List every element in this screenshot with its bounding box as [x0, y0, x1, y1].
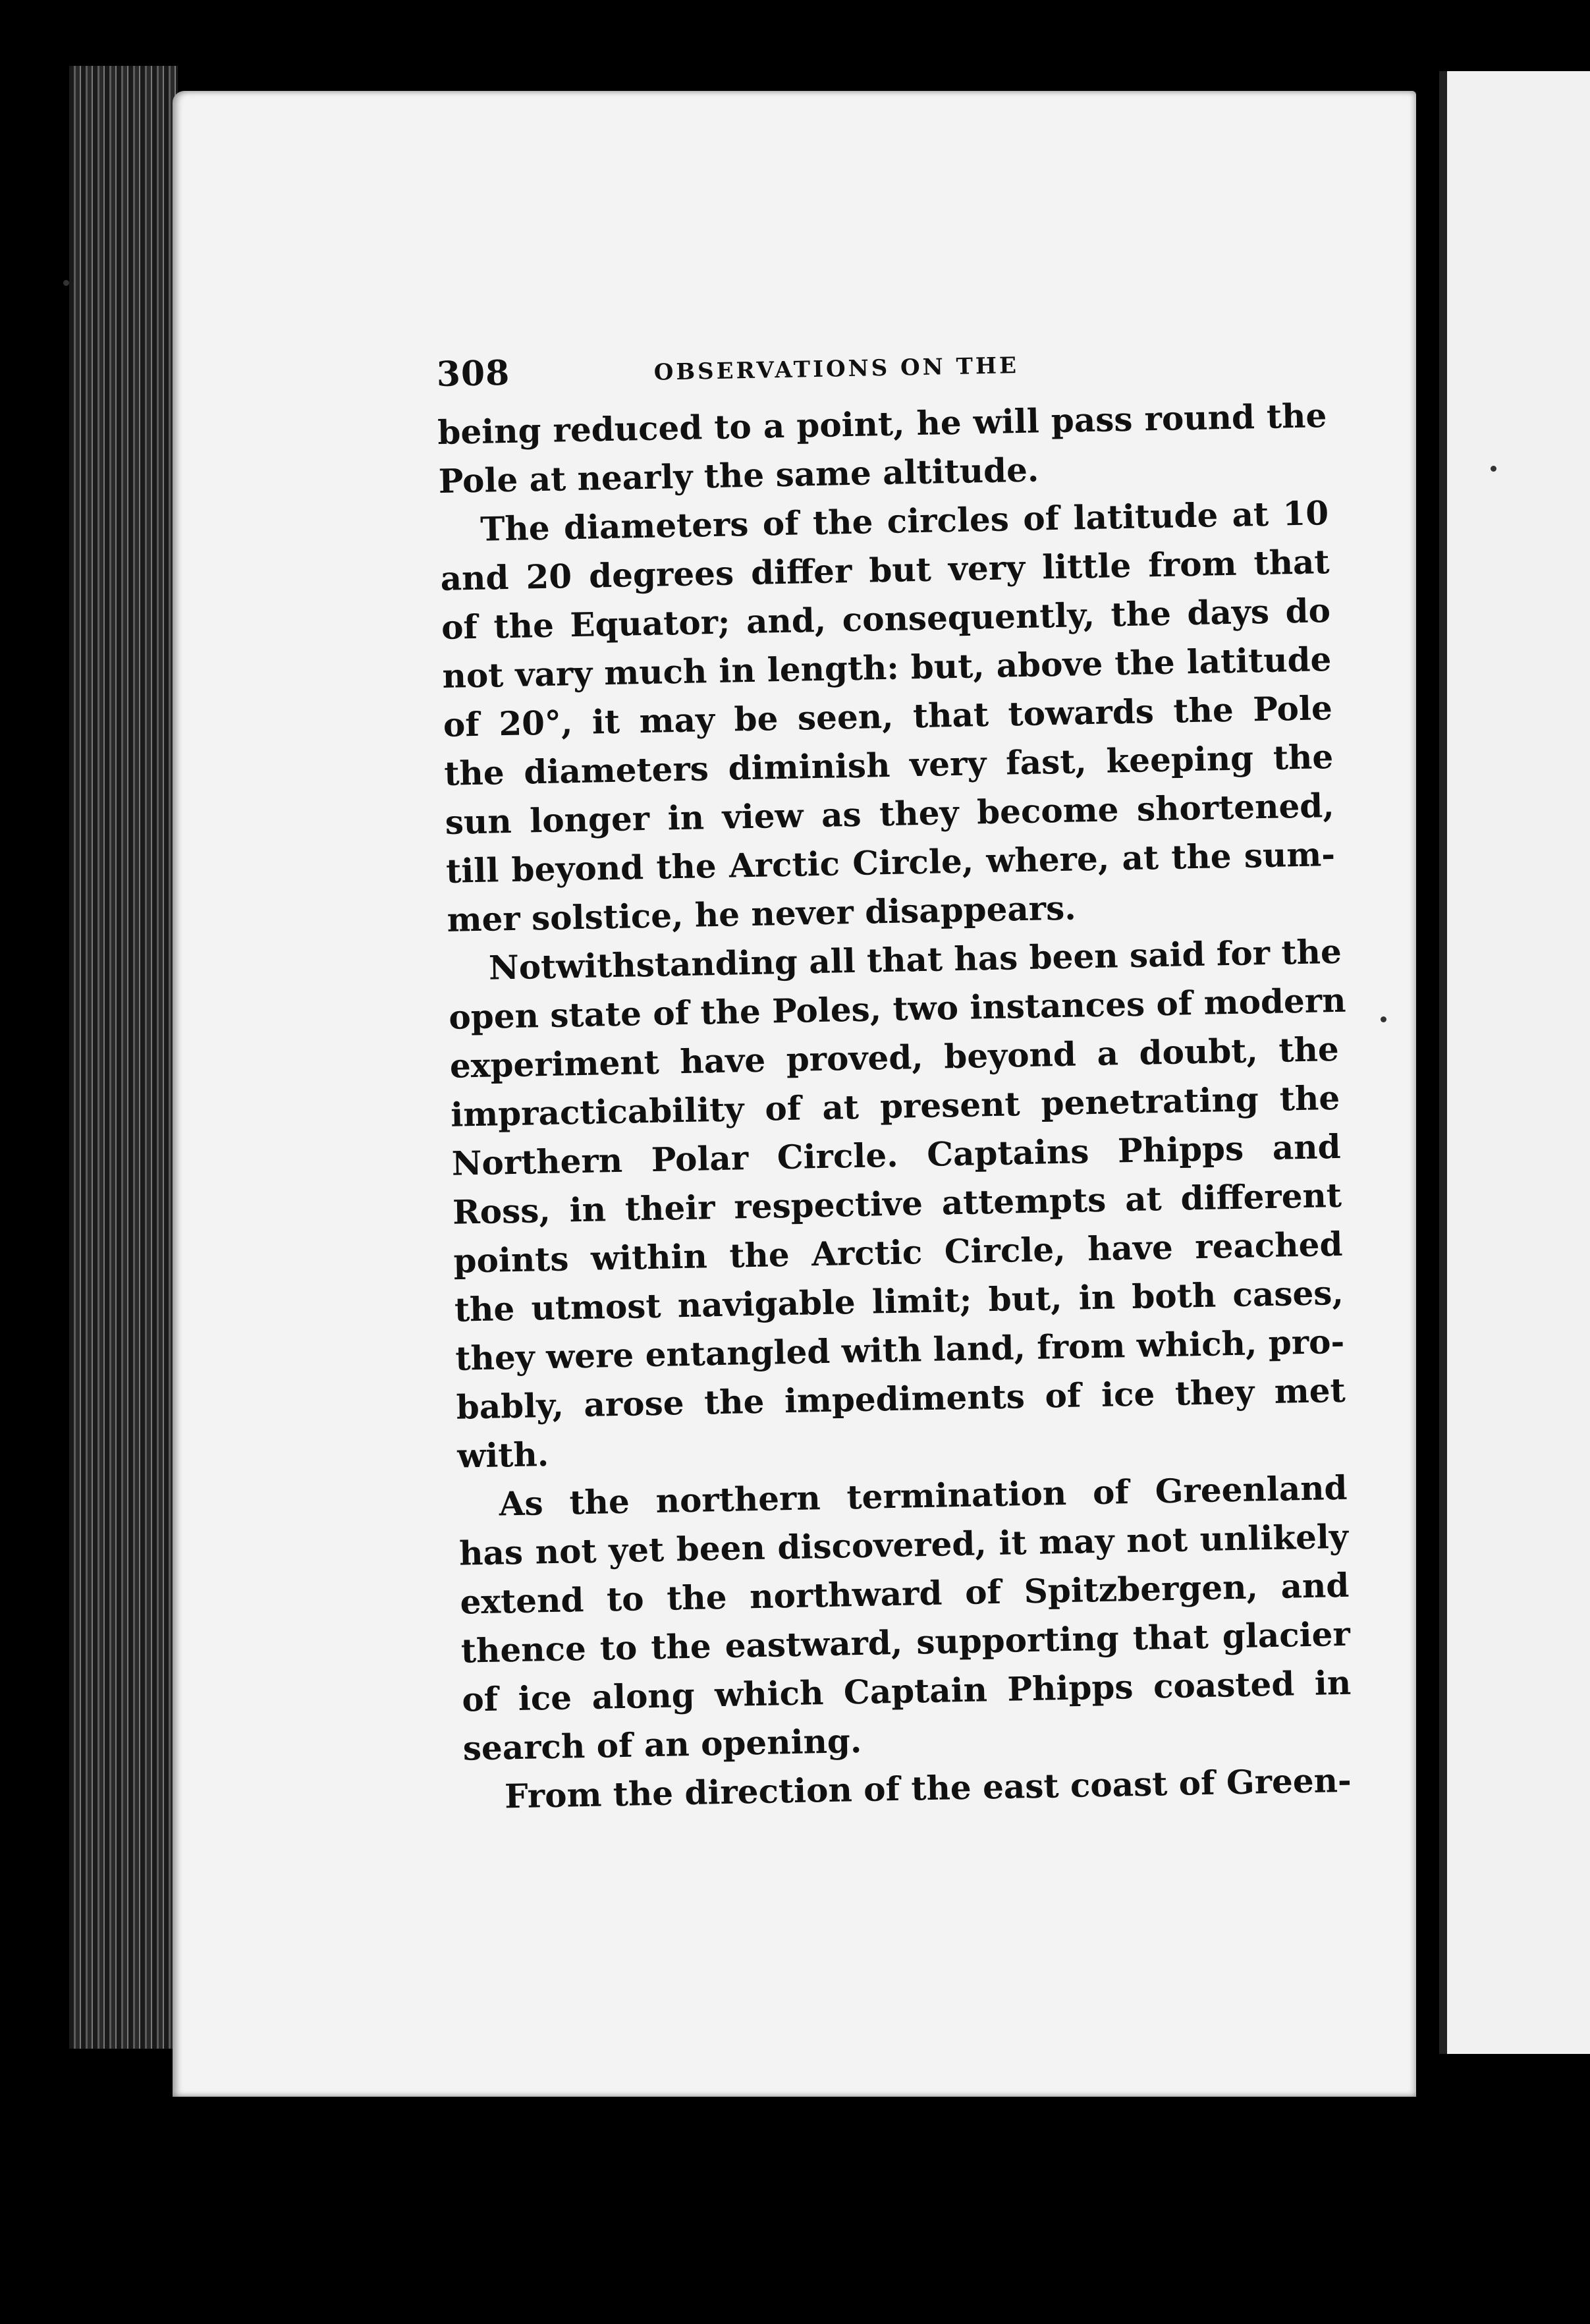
text-line: Notwithstanding all that has been said for the: [488, 931, 1342, 987]
text-line: the diameters diminish very fast, keeping the: [443, 736, 1334, 793]
body-text: [437, 391, 1354, 1822]
text-line: experiment have proved, beyond a doubt, the: [449, 1029, 1340, 1086]
text-line: mer solstice, he never disappears.: [447, 888, 1077, 939]
text-line: The diameters of the circles of latitude at 10: [480, 493, 1329, 549]
text-line: of the Equator; and, consequently, the days do: [441, 591, 1331, 647]
text-line: Ross, in their respective attempts at different: [452, 1175, 1342, 1232]
page-edges: [69, 66, 178, 2049]
text-line: points within the Arctic Circle, have reached: [453, 1224, 1343, 1281]
running-head: OBSERVATIONS ON THE: [653, 352, 1020, 386]
text-line: sun longer in view as they become shortened,: [445, 785, 1335, 842]
text-line: impracticability of at present penetrating the: [450, 1078, 1340, 1134]
text-line: and 20 degrees differ but very little from that: [440, 542, 1330, 598]
text-line: not vary much in length: but, above the latitude: [441, 639, 1332, 696]
text-line: of 20°, it may be seen, that towards the Pole: [443, 688, 1333, 744]
text-line: Pole at nearly the same altitude.: [438, 450, 1039, 501]
speck: [1381, 1016, 1386, 1022]
text-line: Northern Polar Circle. Captains Phipps and: [451, 1126, 1342, 1183]
text-line: they were entangled with land, from which, pro-: [454, 1321, 1345, 1378]
text-line: extend to the northward of Spitzbergen, and: [459, 1565, 1350, 1622]
text-line: till beyond the Arctic Circle, where, at the sum-: [445, 834, 1336, 891]
text-line: of ice along which Captain Phipps coasted in: [461, 1663, 1352, 1719]
text-line: As the northern termination of Greenland: [499, 1468, 1348, 1524]
paragraph: [439, 489, 1337, 945]
text-line: the utmost navigable limit; but, in both cases,: [454, 1273, 1344, 1329]
text-line: with.: [456, 1435, 549, 1476]
page-number: 308: [436, 352, 510, 395]
speck: [63, 280, 69, 286]
text-line: open state of the Poles, two instances of modern: [448, 980, 1346, 1037]
paragraph: [447, 927, 1346, 1481]
text-line: search of an opening.: [462, 1721, 862, 1768]
paragraph: [437, 391, 1329, 506]
speck: [1491, 466, 1496, 472]
facing-page-edge: [1439, 71, 1590, 2054]
text-line: thence to the eastward, supporting that glacier: [460, 1614, 1351, 1671]
text-line: From the direction of the east coast of Green-: [504, 1760, 1352, 1816]
text-line: being reduced to a point, he will pass round the: [437, 396, 1327, 452]
text-line: bably, arose the impediments of ice they met: [456, 1370, 1346, 1427]
paragraph: [458, 1464, 1352, 1773]
page-text: [436, 332, 1354, 1822]
text-line: has not yet been discovered, it may not unlikely: [458, 1516, 1349, 1573]
